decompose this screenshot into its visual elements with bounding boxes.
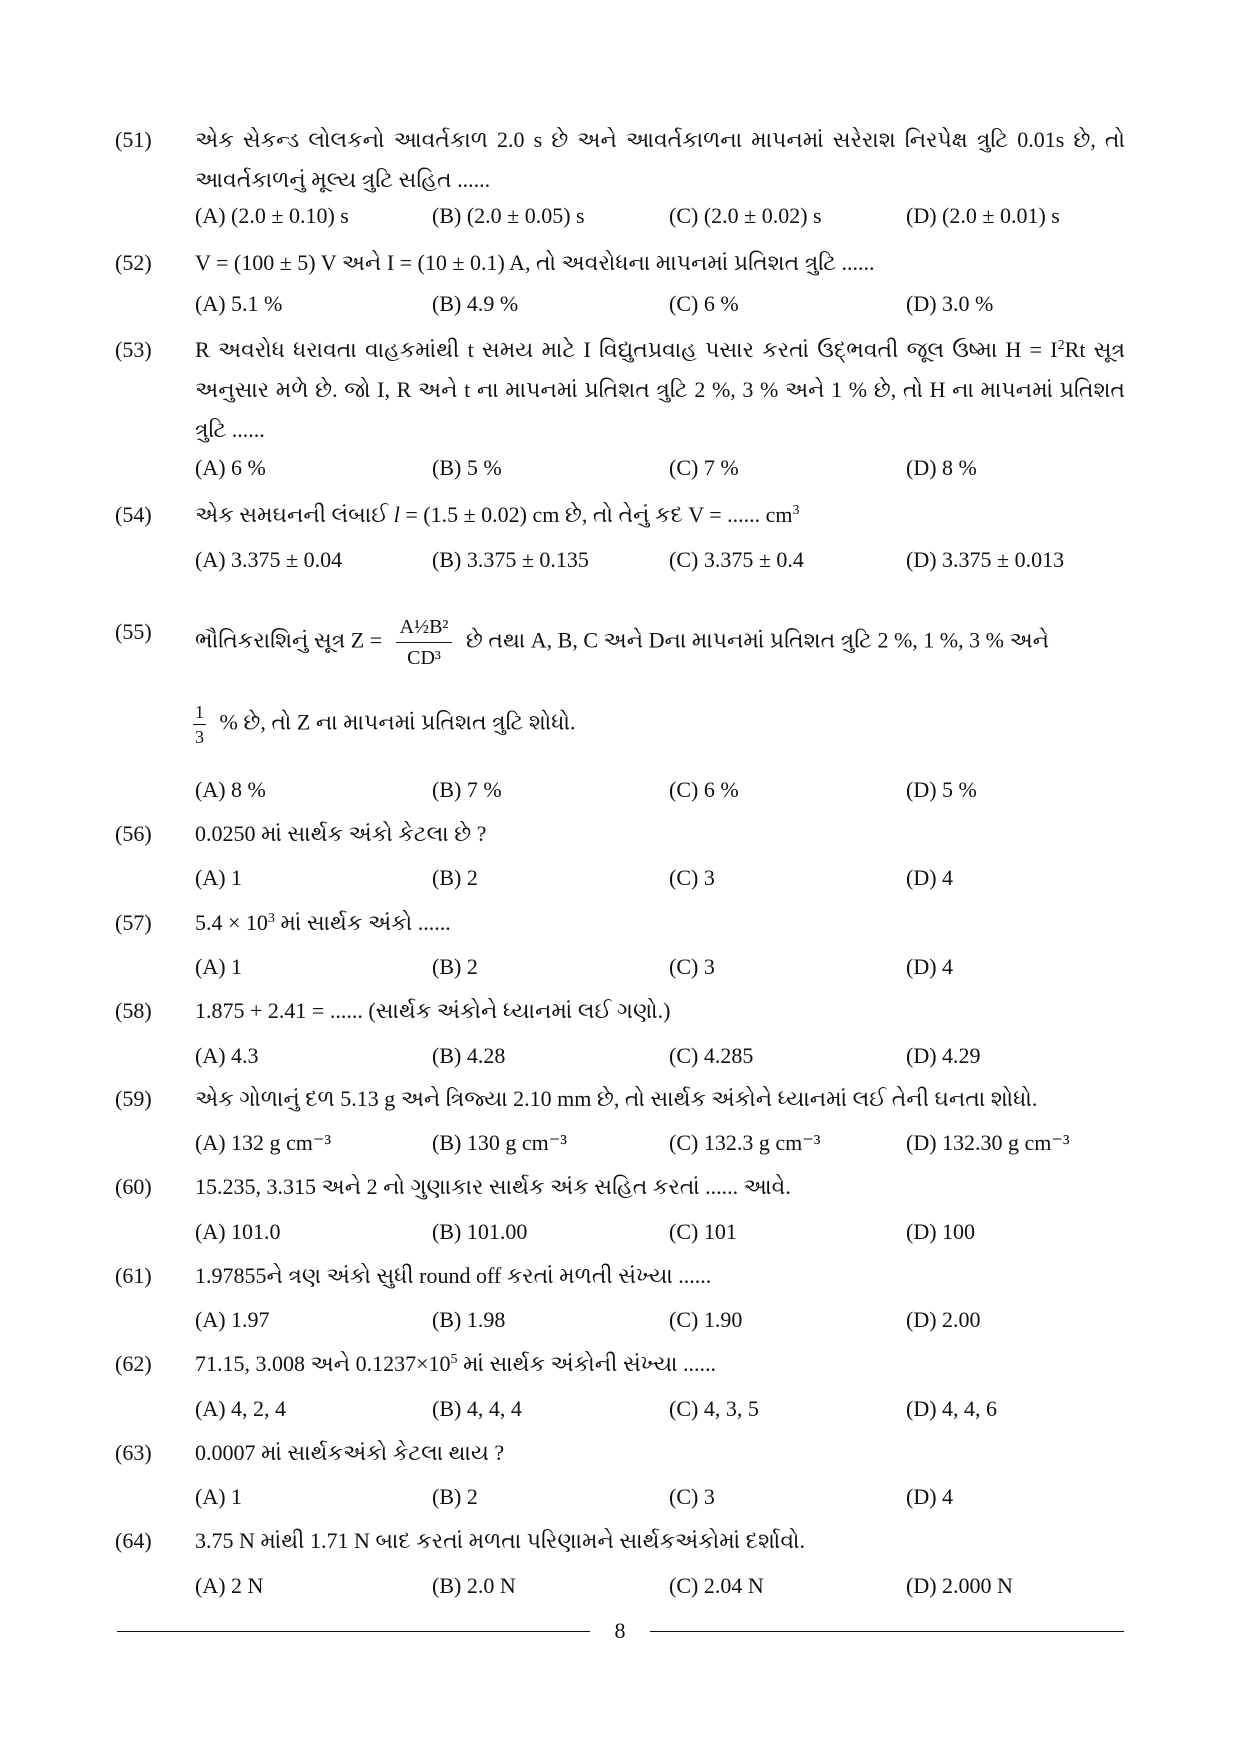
options-63 xyxy=(195,1477,1125,1517)
question-62 xyxy=(115,1344,1125,1384)
question-text xyxy=(195,330,1125,450)
question-text: એક ગોળાનું દળ 5.13 g અને ત્રિજ્યા 2.10 mm છે, તો સાર્થક અંકોને ધ્યાનમાં લઈ તેની ઘનતા શોધો. xyxy=(195,1086,1038,1111)
option-a: (A) 1 xyxy=(195,1484,243,1509)
question-number: (52) xyxy=(115,250,152,275)
fraction-denominator: CD³ xyxy=(407,647,441,669)
option-c: (C) 3.375 ± 0.4 xyxy=(669,547,804,572)
options-54 xyxy=(195,540,1125,580)
page-number: 8 xyxy=(614,1618,626,1643)
option-c: (C) 6 % xyxy=(669,777,739,802)
question-text-part: R અવરોધ ધરાવતા વાહકમાંથી t સમય માટે I વિદ્યુતપ્રવાહ પસાર કરતાં ઉદ્‌ભવતી જૂલ ઉષ્મા H = I xyxy=(195,337,1058,362)
question-58 xyxy=(115,991,1125,1031)
option-a: (A) 6 % xyxy=(195,455,266,480)
option-a: (A) 2 N xyxy=(195,1573,264,1598)
superscript: 2 xyxy=(1057,338,1065,353)
question-text xyxy=(195,612,1125,673)
options-55 xyxy=(195,770,1125,810)
question-63 xyxy=(115,1433,1125,1473)
option-a: (A) 1 xyxy=(195,865,243,890)
option-b: (B) 101.00 xyxy=(432,1219,528,1244)
superscript: 5 xyxy=(450,1352,458,1367)
question-57 xyxy=(115,903,1125,943)
options-64 xyxy=(195,1566,1125,1606)
question-number: (55) xyxy=(115,619,152,644)
question-number: (53) xyxy=(115,337,152,362)
question-52 xyxy=(115,243,1125,283)
question-text: V = (100 ± 5) V અને I = (10 ± 0.1) A, તો અવરોધના માપનમાં પ્રતિશત ત્રુટિ ...... xyxy=(195,250,875,275)
question-text: 1.97855ને ત્રણ અંકો સુધી round off કરતાં મળતી સંખ્યા ...... xyxy=(195,1263,712,1288)
question-text-part: માં સાર્થક અંકો ...... xyxy=(274,910,451,935)
question-text xyxy=(195,903,1125,943)
option-b: (B) 1.98 xyxy=(432,1307,506,1332)
fraction-numerator: 1 xyxy=(193,700,206,725)
option-c: (C) 4, 3, 5 xyxy=(669,1396,759,1421)
option-b: (B) 4, 4, 4 xyxy=(432,1396,522,1421)
option-d: (D) 5 % xyxy=(906,777,977,802)
option-d: (D) 100 xyxy=(906,1219,976,1244)
option-a: (A) 8 % xyxy=(195,777,266,802)
option-d: (D) 3.0 % xyxy=(906,291,994,316)
option-d: (D) (2.0 ± 0.01) s xyxy=(906,203,1060,228)
question-53 xyxy=(115,330,1125,450)
question-text: 0.0007 માં સાર્થકઅંકો કેટલા થાય ? xyxy=(195,1440,505,1465)
question-text-part: એક સમઘનની લંબાઈ xyxy=(195,502,394,527)
question-51 xyxy=(115,120,1125,200)
formula-fraction xyxy=(396,612,453,673)
option-a: (A) 101.0 xyxy=(195,1219,281,1244)
question-number: (62) xyxy=(115,1351,152,1376)
question-number: (63) xyxy=(115,1440,152,1465)
options-59 xyxy=(195,1123,1125,1163)
question-number: (54) xyxy=(115,502,152,527)
superscript: 3 xyxy=(267,911,275,926)
option-c: (C) 3 xyxy=(669,865,715,890)
question-text-part: છે તથા A, B, C અને Dના માપનમાં પ્રતિશત ત્રુટિ 2 %, 1 %, 3 % અને xyxy=(460,627,1050,653)
option-a: (A) 4.3 xyxy=(195,1043,259,1068)
options-56 xyxy=(195,858,1125,898)
question-56 xyxy=(115,814,1125,854)
options-52 xyxy=(195,284,1125,324)
fraction-numerator: A½B² xyxy=(396,612,453,643)
option-d: (D) 2.000 N xyxy=(906,1573,1013,1598)
option-d: (D) 8 % xyxy=(906,455,977,480)
option-a: (A) 5.1 % xyxy=(195,291,283,316)
option-b: (B) (2.0 ± 0.05) s xyxy=(432,203,585,228)
option-c: (C) 2.04 N xyxy=(669,1573,764,1598)
option-c: (C) (2.0 ± 0.02) s xyxy=(669,203,822,228)
option-b: (B) 4.28 xyxy=(432,1043,506,1068)
question-text xyxy=(193,700,1125,749)
question-text: 15.235, 3.315 અને 2 નો ગુણાકાર સાર્થક અંક સહિત કરતાં ...... આવે. xyxy=(195,1174,791,1199)
question-60 xyxy=(115,1167,1125,1207)
question-number: (64) xyxy=(115,1528,152,1553)
option-a: (A) 1 xyxy=(195,954,243,979)
option-b: (B) 130 g cm⁻³ xyxy=(432,1130,567,1155)
question-text: 3.75 N માંથી 1.71 N બાદ કરતાં મળતા પરિણામને સાર્થકઅંકોમાં દર્શાવો. xyxy=(195,1528,806,1553)
question-number: (56) xyxy=(115,821,152,846)
question-number: (60) xyxy=(115,1174,152,1199)
option-a: (A) 4, 2, 4 xyxy=(195,1396,287,1421)
option-d: (D) 3.375 ± 0.013 xyxy=(906,547,1065,572)
option-c: (C) 3 xyxy=(669,954,715,979)
option-c: (C) 3 xyxy=(669,1484,715,1509)
question-text xyxy=(195,1344,1125,1384)
question-59 xyxy=(115,1079,1125,1119)
question-text-part: Rt સૂત્ર અનુસાર મળે છે. જો I, R અને t ના માપનમાં પ્રતિશત ત્રુટિ 2 %, 3 % અને 1 % છે, તો H ના માપનમાં પ્રતિશત ત્રુટિ ...... xyxy=(195,337,1126,442)
option-c: (C) 101 xyxy=(669,1219,737,1244)
option-a: (A) 132 g cm⁻³ xyxy=(195,1130,332,1155)
question-number: (58) xyxy=(115,998,152,1023)
question-text-part: 71.15, 3.008 અને 0.1237×10 xyxy=(195,1351,451,1376)
one-third-fraction xyxy=(193,700,206,749)
question-64 xyxy=(115,1521,1125,1561)
option-a: (A) (2.0 ± 0.10) s xyxy=(195,203,349,228)
fraction-denominator: 3 xyxy=(195,727,204,747)
question-text-part: માં સાર્થક અંકોની સંખ્યા ...... xyxy=(457,1351,717,1376)
question-text: 1.875 + 2.41 = ...... (સાર્થક અંકોને ધ્યાનમાં લઈ ગણો.) xyxy=(195,998,671,1023)
question-text-part: 5.4 × 10 xyxy=(195,910,268,935)
footer-rule-right xyxy=(650,1631,1124,1632)
question-text: 0.0250 માં સાર્થક અંકો કેટલા છે ? xyxy=(195,821,487,846)
question-text-part: % છે, તો Z ના માપનમાં પ્રતિશત ત્રુટિ શોધો. xyxy=(214,709,576,735)
question-text-part: ભૌતિકરાશિનું સૂત્ર Z = xyxy=(195,627,388,653)
question-text: એક સેકન્ડ લોલકનો આવર્તકાળ 2.0 s છે અને આવર્તકાળના માપનમાં સરેરાશ નિરપેક્ષ ત્રુટિ 0.01s છે, તો આવર્તકાળનું મૂલ્ય ત્રુટિ સહિત ...... xyxy=(195,127,1125,192)
option-b: (B) 2 xyxy=(432,865,478,890)
options-51 xyxy=(195,196,1125,236)
question-54 xyxy=(115,495,1125,535)
option-c: (C) 1.90 xyxy=(669,1307,743,1332)
option-b: (B) 4.9 % xyxy=(432,291,519,316)
option-c: (C) 7 % xyxy=(669,455,739,480)
option-b: (B) 7 % xyxy=(432,777,502,802)
option-d: (D) 4 xyxy=(906,954,954,979)
question-number: (57) xyxy=(115,910,152,935)
option-d: (D) 4 xyxy=(906,1484,954,1509)
options-58 xyxy=(195,1036,1125,1076)
option-d: (D) 4.29 xyxy=(906,1043,981,1068)
options-53 xyxy=(195,448,1125,488)
question-number: (61) xyxy=(115,1263,152,1288)
option-b: (B) 5 % xyxy=(432,455,502,480)
question-61 xyxy=(115,1256,1125,1296)
option-b: (B) 2 xyxy=(432,954,478,979)
question-55-line-2 xyxy=(115,700,1125,749)
option-c: (C) 132.3 g cm⁻³ xyxy=(669,1130,821,1155)
footer-rule-left xyxy=(117,1631,590,1632)
options-62 xyxy=(195,1389,1125,1429)
options-60 xyxy=(195,1212,1125,1252)
superscript: 3 xyxy=(792,503,800,518)
question-text-part: = (1.5 ± 0.02) cm છે, તો તેનું કદ V = ...... cm xyxy=(399,502,793,527)
option-c: (C) 4.285 xyxy=(669,1043,754,1068)
option-b: (B) 2 xyxy=(432,1484,478,1509)
option-b: (B) 2.0 N xyxy=(432,1573,516,1598)
option-a: (A) 3.375 ± 0.04 xyxy=(195,547,343,572)
question-text xyxy=(195,495,1125,535)
question-number: (59) xyxy=(115,1086,152,1111)
option-d: (D) 4, 4, 6 xyxy=(906,1396,998,1421)
option-d: (D) 132.30 g cm⁻³ xyxy=(906,1130,1070,1155)
option-d: (D) 4 xyxy=(906,865,954,890)
question-number: (51) xyxy=(115,127,152,152)
option-a: (A) 1.97 xyxy=(195,1307,270,1332)
variable-l: l xyxy=(393,502,400,527)
options-61 xyxy=(195,1300,1125,1340)
question-55 xyxy=(115,612,1125,673)
option-d: (D) 2.00 xyxy=(906,1307,981,1332)
option-b: (B) 3.375 ± 0.135 xyxy=(432,547,589,572)
options-57 xyxy=(195,947,1125,987)
option-c: (C) 6 % xyxy=(669,291,739,316)
